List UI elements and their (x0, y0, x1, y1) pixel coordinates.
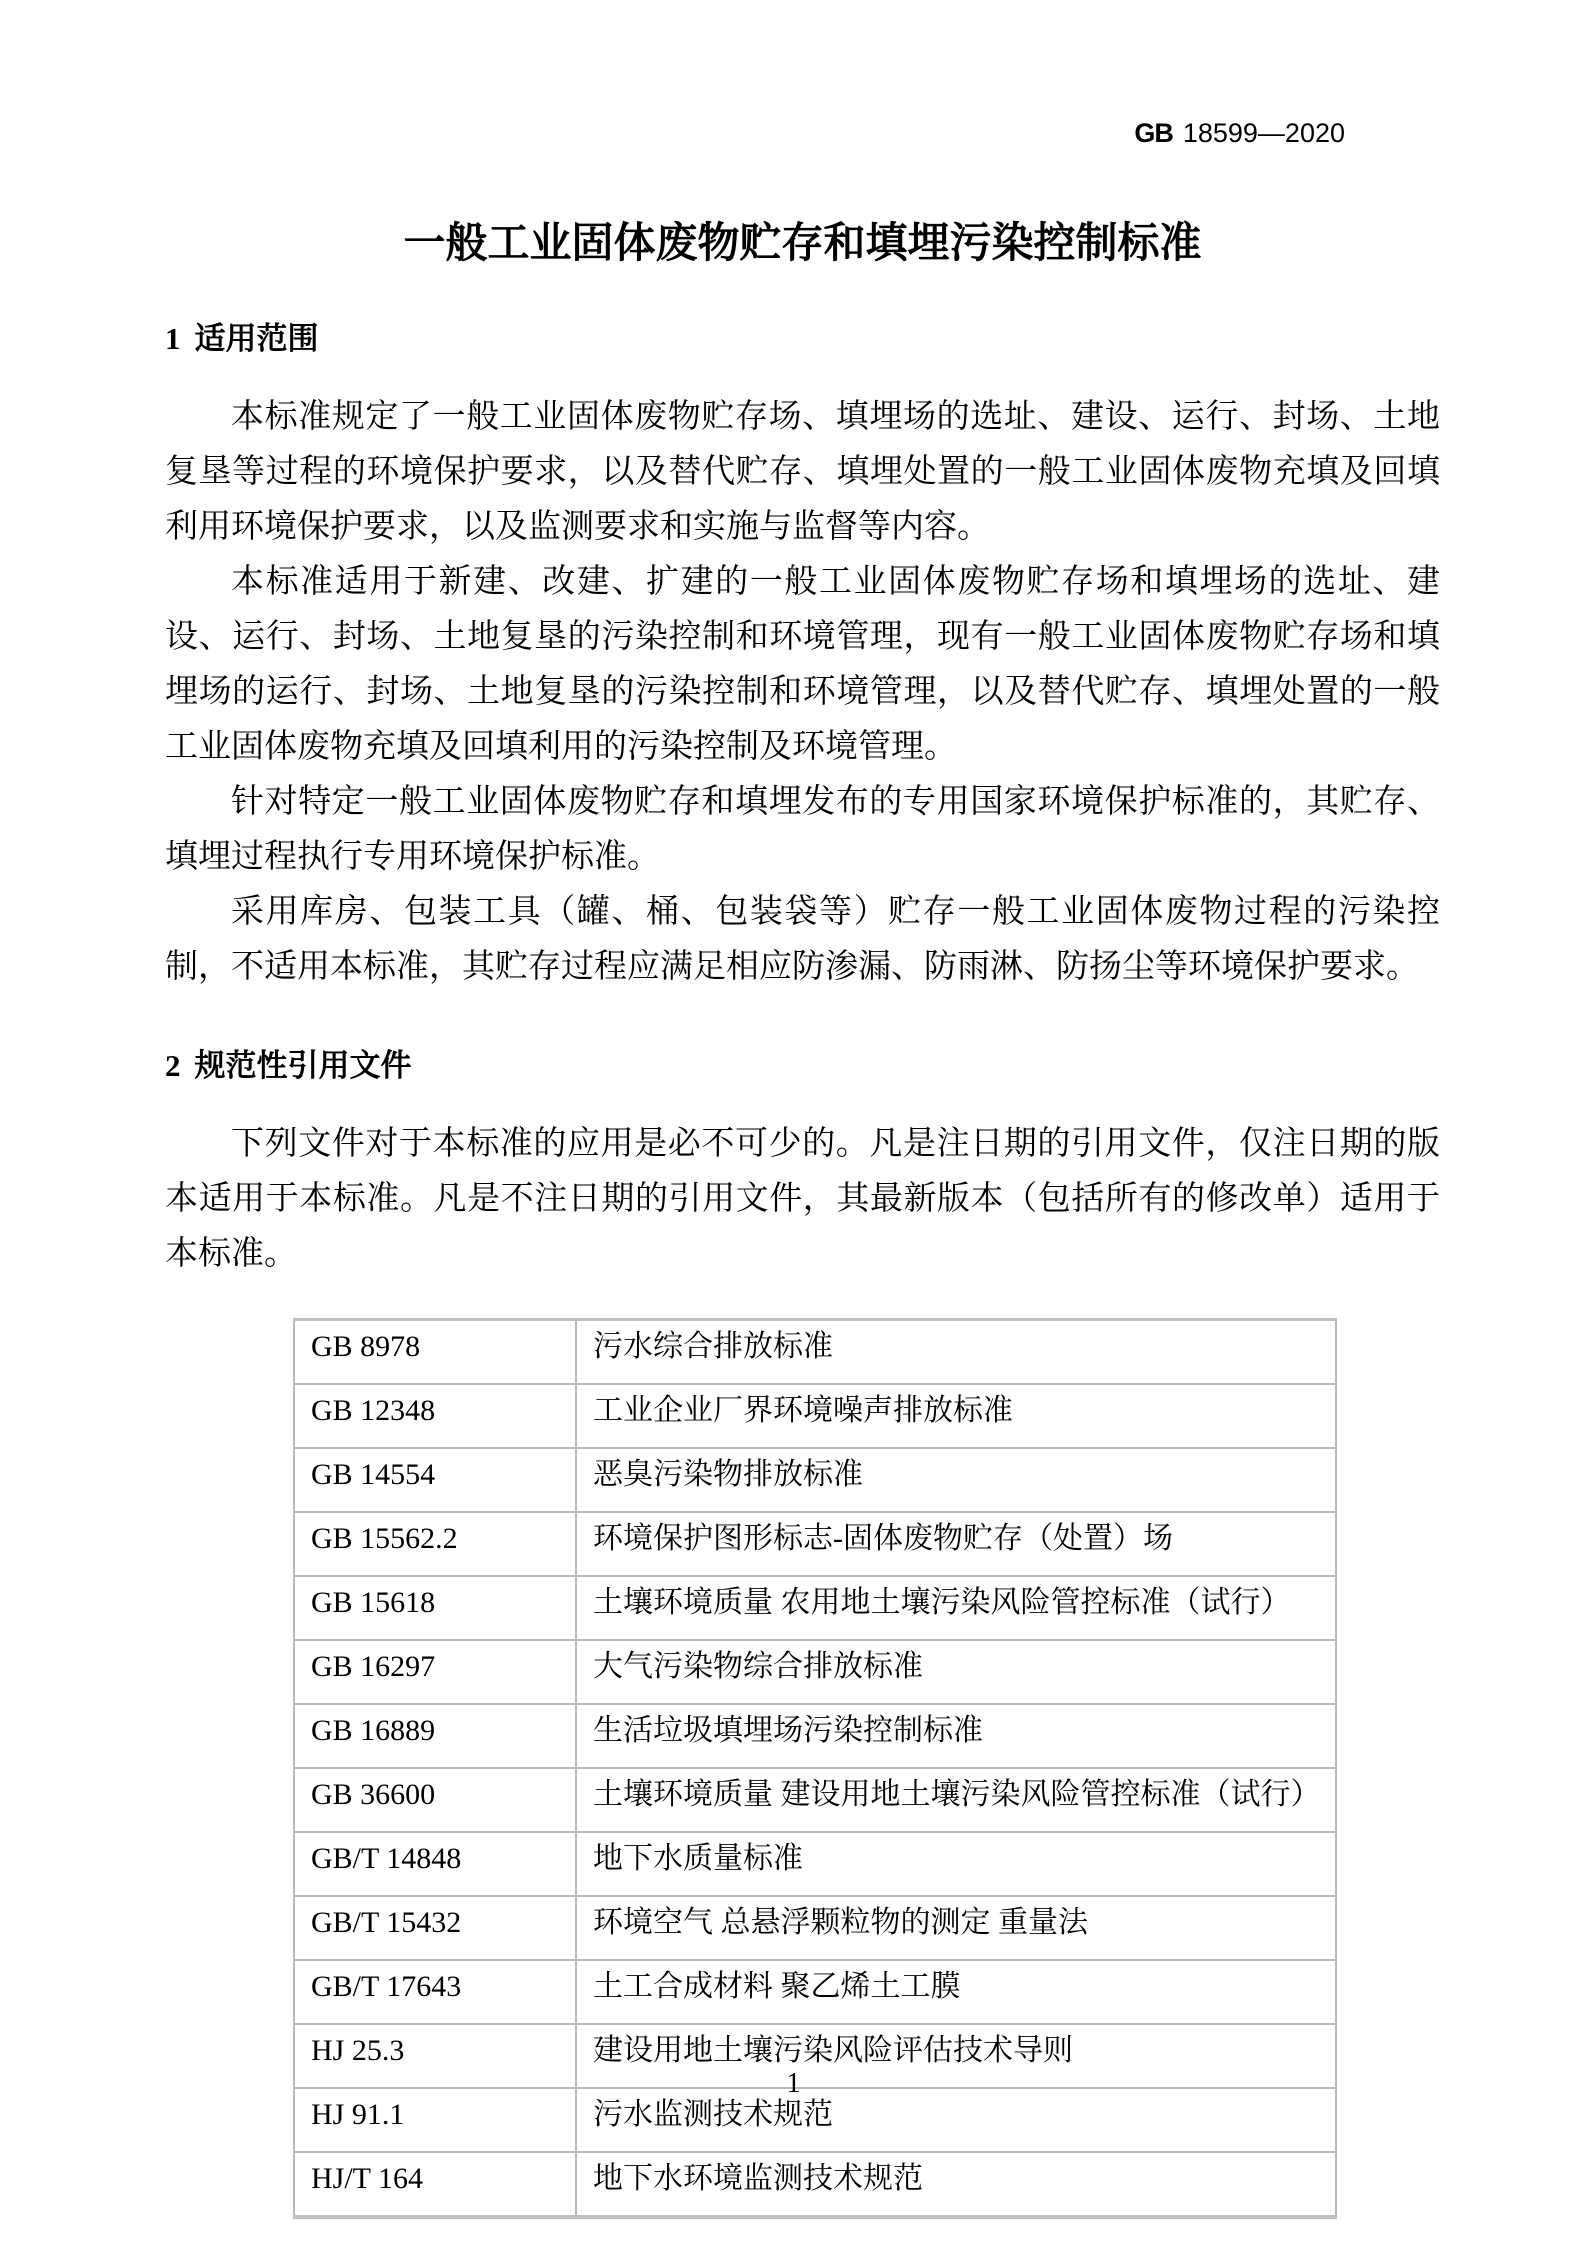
ref-code: HJ/T 164 (294, 2152, 576, 2217)
table-row (294, 1448, 1336, 1512)
table-row (294, 1640, 1336, 1704)
ref-code: GB 36600 (294, 1768, 576, 1832)
section-2-heading (165, 1047, 1440, 1085)
section-2-number: 2 (165, 1048, 181, 1083)
table-row (294, 1832, 1336, 1896)
section-2-body (165, 1117, 1440, 1282)
standard-number: 18599—2020 (1182, 118, 1345, 148)
page-number: 1 (786, 2068, 801, 2099)
table-row (294, 1768, 1336, 1832)
ref-title: 地下水环境监测技术规范 (576, 2152, 1336, 2217)
section-2-heading-label: 规范性引用文件 (194, 1048, 412, 1083)
ref-title: 土壤环境质量 农用地土壤污染风险管控标准（试行） (576, 1576, 1336, 1640)
ref-code: GB 15562.2 (294, 1512, 576, 1576)
ref-code: GB/T 14848 (294, 1832, 576, 1896)
ref-code: GB 16889 (294, 1704, 576, 1768)
table-row (294, 1576, 1336, 1640)
table-row (294, 1384, 1336, 1448)
ref-code: HJ 25.3 (294, 2024, 576, 2088)
ref-title: 土壤环境质量 建设用地土壤污染风险管控标准（试行） (576, 1768, 1336, 1832)
ref-code: GB 15618 (294, 1576, 576, 1640)
ref-title: 大气污染物综合排放标准 (576, 1640, 1336, 1704)
table-row (294, 1320, 1336, 1385)
table-row (294, 1896, 1336, 1960)
ref-code: HJ 91.1 (294, 2088, 576, 2152)
ref-code: GB/T 15432 (294, 1896, 576, 1960)
ref-title: 环境空气 总悬浮颗粒物的测定 重量法 (576, 1896, 1336, 1960)
section-1 (165, 320, 1440, 995)
paragraph: 本标准规定了一般工业固体废物贮存场、填埋场的选址、建设、运行、封场、土地复垦等过程的环境保护要求，以及替代贮存、填埋处置的一般工业固体废物充填及回填利用环境保护要求，以及监测要求和实施与监督等内容。 (165, 399, 1440, 545)
section-1-heading (165, 320, 1440, 358)
ref-title: 工业企业厂界环境噪声排放标准 (576, 1384, 1336, 1448)
ref-title: 生活垃圾填埋场污染控制标准 (576, 1704, 1336, 1768)
ref-code: GB 16297 (294, 1640, 576, 1704)
ref-title: 环境保护图形标志-固体废物贮存（处置）场 (576, 1512, 1336, 1576)
ref-title: 建设用地土壤污染风险评估技术导则 (576, 2024, 1336, 2088)
paragraph: 下列文件对于本标准的应用是必不可少的。凡是注日期的引用文件，仅注日期的版本适用于本标准。凡是不注日期的引用文件，其最新版本（包括所有的修改单）适用于本标准。 (165, 1126, 1440, 1272)
ref-title: 污水综合排放标准 (576, 1320, 1336, 1385)
ref-title: 地下水质量标准 (576, 1832, 1336, 1896)
table-row (294, 1960, 1336, 2024)
paragraph: 采用库房、包装工具（罐、桶、包装袋等）贮存一般工业固体废物过程的污染控制，不适用本标准，其贮存过程应满足相应防渗漏、防雨淋、防扬尘等环境保护要求。 (165, 894, 1440, 985)
table-row (294, 2152, 1336, 2217)
ref-code: GB 12348 (294, 1384, 576, 1448)
section-1-heading-label: 适用范围 (194, 321, 319, 356)
section-1-number: 1 (165, 321, 181, 356)
table-row (294, 1512, 1336, 1576)
ref-code: GB 14554 (294, 1448, 576, 1512)
section-1-body (165, 390, 1440, 995)
ref-code: GB 8978 (294, 1320, 576, 1385)
ref-title: 土工合成材料 聚乙烯土工膜 (576, 1960, 1336, 2024)
document-title: 一般工业固体废物贮存和填埋污染控制标准 (403, 219, 1202, 266)
standard-prefix: GB (1134, 118, 1173, 148)
paragraph: 针对特定一般工业固体废物贮存和填埋发布的专用国家环境保护标准的，其贮存、填埋过程执行专用环境保护标准。 (165, 784, 1440, 875)
ref-title: 污水监测技术规范 (576, 2088, 1336, 2152)
section-2 (165, 1047, 1440, 1282)
doc-standard-code (165, 0, 1440, 148)
ref-title: 恶臭污染物排放标准 (576, 1448, 1336, 1512)
paragraph: 本标准适用于新建、改建、扩建的一般工业固体废物贮存场和填埋场的选址、建设、运行、封场、土地复垦的污染控制和环境管理，现有一般工业固体废物贮存场和填埋场的运行、封场、土地复垦的污染控制和环境管理，以及替代贮存、填埋处置的一般工业固体废物充填及回填利用的污染控制及环境管理。 (165, 564, 1440, 765)
ref-code: GB/T 17643 (294, 1960, 576, 2024)
table-row (294, 1704, 1336, 1768)
